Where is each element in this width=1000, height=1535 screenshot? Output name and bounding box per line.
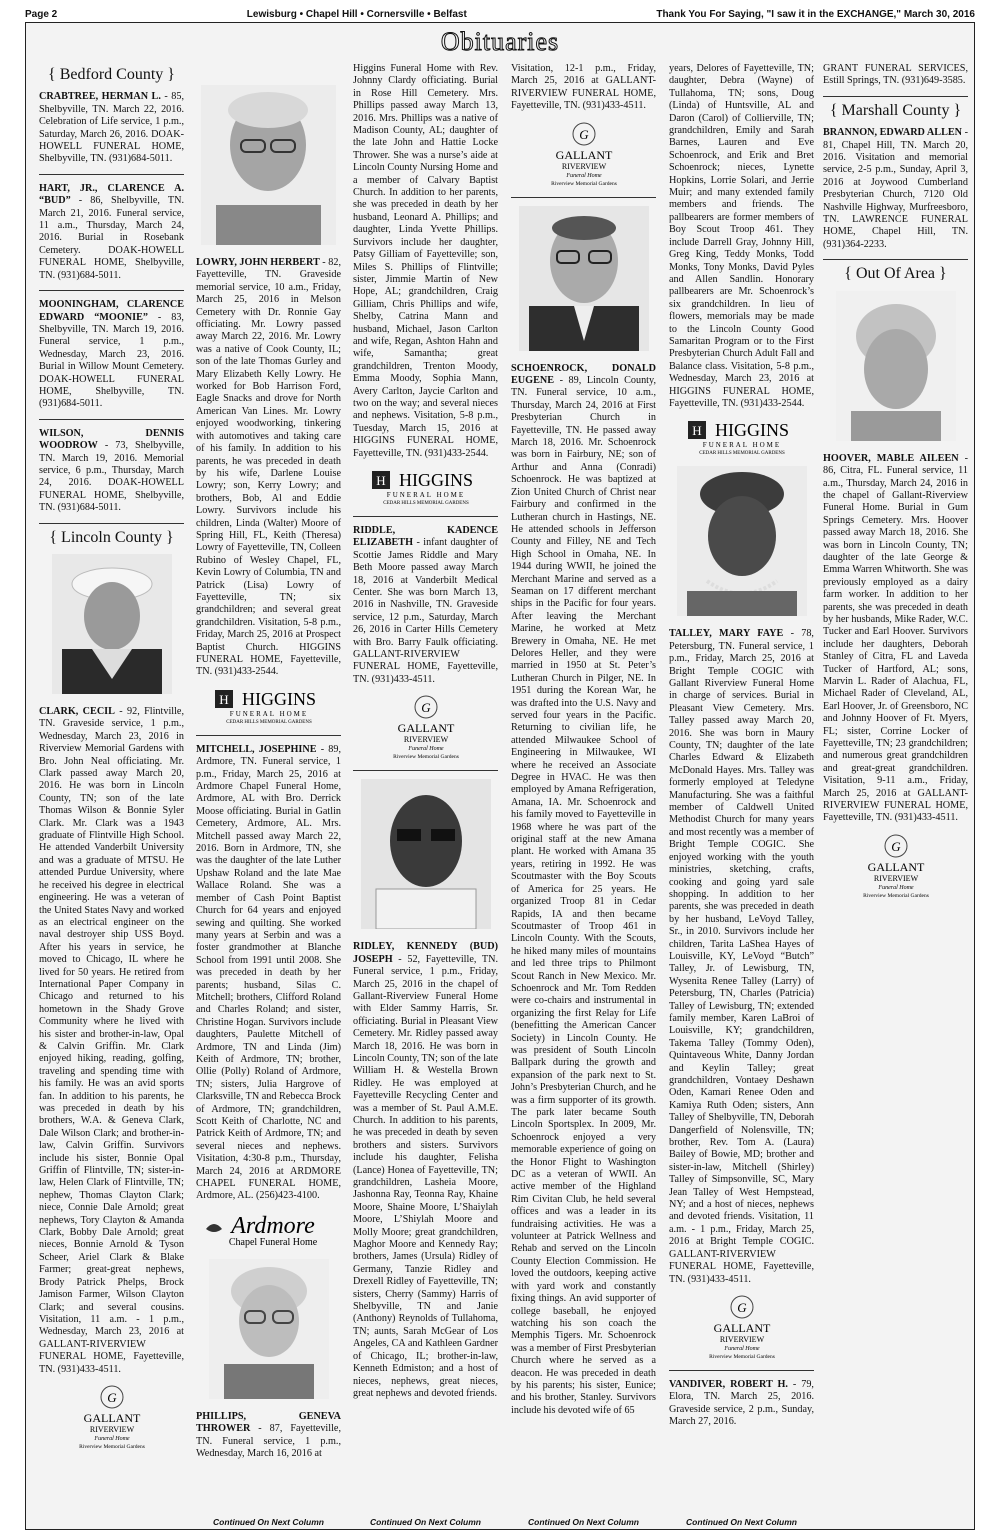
higgins-logo (669, 418, 814, 456)
photo-clark (52, 554, 172, 694)
photo-schoenrock (519, 206, 649, 351)
svg-text:Funeral Home: Funeral Home (723, 1345, 760, 1352)
svg-text:CEDAR HILLS MEMORIAL GARDENS: CEDAR HILLS MEMORIAL GARDENS (225, 719, 312, 725)
svg-text:H: H (218, 691, 229, 707)
divider (39, 523, 184, 524)
column-1 (39, 63, 184, 1460)
svg-text:FUNERAL HOME: FUNERAL HOME (386, 491, 465, 499)
page-header (25, 6, 975, 22)
obit-phillips-continued: Higgins Funeral Home with Rev. Johnny Clardy officiating. Burial in Rose Hill Cemetery. Mrs. Phillips passed away March 13, 2016. Mrs. Phillips was a native of Madison County, AL; daughter of the late John and Hattie Locke Thrower. She was a nurse’s aide at Lincoln County Nursing Home and a member of Calvary Baptist Church. In addition to her parents, she was preceded in death by her husband, Leonard A. Phillips; and daughter, Linda Yvette Phillips. Survivors include her daughter, Patsy Gilliam of Fayetteville; son, Miles S. Phillips of Flintville; sister, Jimmie Martin of New Hope, AL; grandchildren, Craig Gilliam, Chris Phillips and wife, Shelby, Catrina Mann and husband, Michael, Jason Carlton and wife, Regan, Ashton Hahn and wife, Samantha; great grandchildren, Trenton Moody, Emma Moody, Sophia Mann, Avery Carlton, Jaycie Carlton and two on the way; and several nieces and nephews. Visitation, 5-8 p.m., Tuesday, March 15, 2016 at HIGGINS FUNERAL HOME, Fayetteville, TN. (931)433-2544. (353, 63, 498, 459)
continued-note: Continued On Next Column (370, 1517, 481, 1527)
obit-mitchell: MITCHELL, JOSEPHINE - 89, Ardmore, TN. Funeral service, 1 p.m., Friday, March 25, 2016 at Ardmore Chapel Funeral Home, Ardmore, AL with Bro. Derrick Moose officiating. Burial in Gatlin Cemetery, Ardmore, AL. Mrs. Mitchell passed away March 22, 2016. Born in Ardmore, TN, she was the daughter of the late Luther Upshaw Roland and the late Mae Wallace Roland. She was a member of Cash Point Baptist Church for 64 years and enjoyed sewing and quilting. She worked many years at Serbin and was a foster grandmother at Blanche School from 1991 until 2008. She was preceded in death by her parents; husband, Silas C. Mitchell; brothers, Clifford Roland and Charles Roland; and sister, Christine Hogan. Survivors include daughters, Paulette Mitchell of Ardmore, TN and Linda (Jim) Keith of Ardmore, TN; brother, Ollie (Polly) Roland of Ardmore, TN; sisters, Julia Hargrove of Clarksville, TN and Rebecca Brock of Ardmore, TN; grandchildren, Scott Keith of Charlotte, NC and Patrick Keith of Ardmore, TN; and several nieces and nephews. Visitation, 4:30-8 p.m., Thursday, March 24, 2016 at ARDMORE CHAPEL FUNERAL HOME, Ardmore, AL. (256)423-4100. (196, 743, 341, 1202)
svg-text:HIGGINS: HIGGINS (714, 420, 789, 441)
column-5 (669, 63, 814, 1429)
section-lincoln-county: { Lincoln County } (49, 528, 174, 546)
svg-text:Riverview Memorial Gardens: Riverview Memorial Gardens (78, 1443, 145, 1450)
svg-text:Riverview Memorial Gardens: Riverview Memorial Gardens (862, 892, 929, 899)
obit-vandiver: VANDIVER, ROBERT H. - 79, Elora, TN. March 25, 2016. Graveside service, 2 p.m., Sunday, March 27, 2016. (669, 1378, 814, 1428)
svg-text:Funeral Home: Funeral Home (565, 172, 602, 179)
svg-text:FUNERAL HOME: FUNERAL HOME (229, 709, 308, 718)
gallant-riverview-logo (39, 1384, 184, 1450)
column-4 (511, 63, 656, 1425)
obit-clark: CLARK, CECIL - 92, Flintville, TN. Graveside service, 1 p.m., Wednesday, March 23, 2016 in Riverview Memorial Gardens with Bro. John Neal officiating. Mr. Clark passed away March 20, 2016. He was born in Lincoln County, TN; son of the late Thomas Wilson & Bonnie Syler Clark. Mr. Clark was a 1943 graduate of Flintville High School. He attended Vanderbilt University and was a graduate of MTSU. He attended Purdue University, where he received his degree in electrical engineering. He was a veteran of the United States Navy and worked as an electrical engineer on the naval destroyer ship USS Boyd. After his years in service, he moved to Chicago, IL where he lived for 50 years. He retired from International Paper Company in Chicago and returned to his hometown in the Shady Grove Community where he lived with his sister and brother-in-law, Opal & Calvin Griffin. Mr. Clark enjoyed hiking, reading, golfing, traveling and spending time with his family. He was an avid sports fan. In addition to his parents, he was preceded in death by his brothers, W.A. & Geneva Clark, Dale Wilson Clark; and brother-in-law, Calvin Griffin. Survivors include his sister, Bonnie Opal Griffin of Flintville, TN; sister-in-law, Helen Clark of Flintville, TN; nephew, Thomas Clayton Clark; niece, Connie Dale Arnold; great nephews, Tory Clayton & Amanda Clark, Bobby Dale Arnold; great nieces, Bonnie Arnold & Tyson Scheer, Ariel Clark & Blake Farmer; great-great nephews, Brody Patrick Phelps, Brock Jamison Farmer, Wilson Clayton Clark; and several cousins. Visitation, 11 a.m. - 1 p.m., Wednesday, March 23, 2016 at GALLANT-RIVERVIEW FUNERAL HOME, Fayetteville, TN. (931)433-4511. (39, 706, 185, 1375)
column-2 (196, 81, 341, 1460)
svg-text:G: G (420, 700, 431, 716)
obit-brannon: BRANNON, EDWARD ALLEN - 81, Chapel Hill, TN. March 20, 2016. Visitation and memorial service, 2-5 p.m., Sunday, April 3, 2016 at Joywood Cumberland Presbyterian Church, 7120 Old Nashville Highway, Murfreesboro, TN. LAWRENCE FUNERAL HOME, Chapel Hill, TN. (931)364-2233. (823, 127, 968, 250)
gallant-riverview-logo (511, 121, 656, 187)
photo-hoover (836, 291, 956, 441)
svg-text:CEDAR HILLS MEMORIAL GARDENS: CEDAR HILLS MEMORIAL GARDENS (698, 451, 785, 457)
svg-text:RIVERVIEW: RIVERVIEW (873, 873, 918, 883)
divider (353, 770, 498, 771)
page-number: Page 2 (25, 8, 58, 20)
towns-line: Lewisburg • Chapel Hill • Cornersville • Belfast (246, 8, 467, 20)
photo-talley (677, 466, 807, 616)
obit-vandiver-continued: GRANT FUNERAL SERVICES, Estill Springs, TN. (931)649-3585. (823, 63, 968, 87)
svg-text:Riverview Memorial Gardens: Riverview Memorial Gardens (550, 180, 617, 187)
svg-text:G: G (106, 1389, 117, 1405)
obit-wilson: WILSON, DENNIS WOODROW - 73, Shelbyville, TN. March 19, 2016. Memorial service, 6 p.m., Thursday, March 24, 2016. DOAK-HOWELL FUNERAL HOME, Shelbyville, TN. (931)684-5011. (39, 427, 184, 514)
svg-text:G: G (890, 838, 901, 854)
continued-note: Continued On Next Column (213, 1517, 324, 1527)
obit-riddle: RIDDLE, KADENCE ELIZABETH - infant daughter of Scottie James Riddle and Mary Beth Moore passed away March 18, 2016 at Vanderbilt Medical Center. She was born March 13, 2016 in Nashville, TN. Graveside service, 12 p.m., Saturday, March 26, 2016 in Carter Hills Cemetery with Bro. Barry Faulk officiating. GALLANT-RIVERVIEW FUNERAL HOME, Fayetteville, TN. (931)433-4511. (353, 525, 498, 685)
tagline: Thank You For Saying, "I saw it in the EXCHANGE," March 30, 2016 (656, 8, 975, 20)
svg-text:GALLANT: GALLANT (83, 1410, 140, 1425)
continued-note: Continued On Next Column (686, 1517, 797, 1527)
obit-hart: HART, JR., CLARENCE A. “BUD” - 86, Shelbyville, TN. March 21, 2016. Funeral service, 11 a.m., Thursday, March 24, 2016. Burial in Rosebank Cemetery. DOAK-HOWELL FUNERAL HOME, Shelbyville, TN. (931)684-5011. (39, 182, 184, 281)
gallant-riverview-logo (353, 694, 498, 760)
higgins-logo (196, 687, 341, 725)
svg-text:CEDAR HILLS MEMORIAL GARDENS: CEDAR HILLS MEMORIAL GARDENS (382, 501, 469, 506)
obit-phillips: PHILLIPS, GENEVA THROWER - 87, Fayetteville, TN. Funeral service, 1 p.m., Wednesday, March 16, 2016 at (196, 1410, 341, 1460)
photo-lowry (201, 85, 336, 245)
svg-text:G: G (578, 126, 589, 142)
svg-text:RIVERVIEW: RIVERVIEW (561, 161, 606, 171)
obit-ridley: RIDLEY, KENNEDY (BUD) JOSEPH - 52, Fayetteville, TN. Funeral service, 1 p.m., Friday, March 25, 2016 in the chapel of Gallant-Riverview Funeral Home with Elder Sammy Harris, Sr. officiating. Burial in Pleasant View Cemetery. Mr. Ridley passed away March 18, 2016. He was born in Lincoln County, TN; son of the late William H. & Westella Brown Ridley. He was employed at Fayetteville Recycling Center and was a member of St. Paul A.M.E. Church. In addition to his parents, he was preceded in death by seven brothers and sisters. Survivors include his daughter, Felisha (Lance) Honea of Fayetteville, TN; grandchildren, Lasheia Moore, Jashonna Ray, Teonna Ray, Khaine Moore, Shaine Moore, L’Shaiylah Moore, L’Shiylah Moore and Molly Moore; great grandchildren, Maghor Moore and Kennedy Ray; brothers, James (Ursula) Ridley of Germany, Tanzie Ridley and Drexell Ridley of Fayetteville, TN; sisters, Cherry (Sammy) Harris of Shelbyville, TN and Janie (Anthony) Reynolds of Tullahoma, TN; aunts, Sarah McGear of Los Angeles, CA and Kathleen Gardner of Chicago, IL; brother-in-law, Kenneth Edmiston; and a host of nieces, nephews, great nieces, great nephews and devoted friends. (353, 941, 498, 1399)
svg-text:RIVERVIEW: RIVERVIEW (719, 1334, 764, 1344)
divider (39, 174, 184, 175)
page-title: Obituaries (440, 27, 560, 56)
obit-ridley-continued: Visitation, 12-1 p.m., Friday, March 25, 2016 at GALLANT-RIVERVIEW FUNERAL HOME, Fayetteville, TN. (931)433-4511. (511, 63, 656, 112)
section-marshall-county: { Marshall County } (829, 101, 962, 119)
obit-hoover: HOOVER, MABLE AILEEN - 86, Citra, FL. Funeral service, 11 a.m., Thursday, March 24, 2016 in the chapel of Gallant-Riverview Funeral Home. Burial in Gum Springs Cemetery. Mrs. Hoover passed away March 18, 2016. She was born in Lincoln County, TN; daughter of the late George & Emma Warren Whitworth. She was previously employed as a dairy farm worker. In addition to her parents, she was preceded in death by her husbands, Mike Rader, W.C. Tucker and Earl Hoover. Survivors include her daughters, Deborah Stanley of Citra, FL and Laveda Tucker of Hartford, AL; sons, Marvin L. Rader of Alachua, FL, Michael Rader of Cleveland, AL, Earl Hoover, Jr. of Greensboro, NC and Johnny Hoover of Ft. Myers, FL; sister, Corrine Locker of Fayetteville, TN; 23 grandchildren; and numerous great grandchildren and great-great grandchildren. Visitation, 9-11 a.m., Friday, March 25, 2016 at GALLANT-RIVERVIEW FUNERAL HOME, Fayetteville, TN. (931)433-4511. (823, 452, 968, 824)
gallant-riverview-logo (669, 1294, 814, 1360)
divider (196, 735, 341, 736)
column-3 (353, 63, 498, 1408)
svg-text:Chapel Funeral Home: Chapel Funeral Home (228, 1236, 318, 1248)
svg-text:Funeral Home: Funeral Home (407, 746, 444, 753)
divider (823, 96, 968, 97)
gallant-riverview-logo (823, 833, 968, 899)
svg-text:RIVERVIEW: RIVERVIEW (403, 735, 448, 745)
obit-crabtree: CRABTREE, HERMAN L. - 85, Shelbyville, TN. March 22, 2016. Celebration of Life service, 1 p.m., Saturday, March 26, 2016. DOAK-HOWELL FUNERAL HOME, Shelbyville, TN. (931)684-5011. (39, 91, 184, 165)
divider (823, 259, 968, 260)
section-bedford-county: { Bedford County } (48, 66, 175, 83)
svg-text:RIVERVIEW: RIVERVIEW (89, 1424, 134, 1434)
svg-text:HIGGINS: HIGGINS (398, 470, 473, 490)
divider (511, 197, 656, 198)
section-out-of-area: { Out Of Area } (844, 265, 947, 283)
svg-text:Riverview Memorial Gardens: Riverview Memorial Gardens (708, 1353, 775, 1360)
higgins-logo (353, 468, 498, 506)
svg-text:Ardmore: Ardmore (231, 1212, 315, 1239)
svg-text:Funeral Home: Funeral Home (93, 1435, 130, 1442)
divider (39, 290, 184, 291)
divider (39, 419, 184, 420)
svg-text:GALLANT: GALLANT (397, 721, 454, 736)
divider (669, 1370, 814, 1371)
svg-text:HIGGINS: HIGGINS (241, 688, 316, 709)
continued-note: Continued On Next Column (528, 1517, 639, 1527)
svg-text:Funeral Home: Funeral Home (877, 884, 914, 891)
svg-text:H: H (375, 473, 386, 488)
svg-text:GALLANT: GALLANT (867, 859, 924, 874)
obit-lowry: LOWRY, JOHN HERBERT - 82, Fayetteville, TN. Graveside memorial service, 10 a.m., Friday, March 25, 2016 in Melson Cemetery with Dr. Ronnie Gay officiating. Mr. Lowry passed away March 22, 2016. Mr. Lowry was a native of Cook County, IL; son of the late Thomas Gurley and Mary Elizabeth Kelly Lowry. He worked for Bob Harrison Ford, Eagle Snacks and drove for North American Van Lines. Mr. Lowry enjoyed woodworking, tinkering with automotives and taking care of his family. In addition to his parents, he was preceded in death by his wife, Darlene Louise Lowry; son, Kerry Lowry; and brothers, Bob, Al and Eddie Lowry. Survivors include his children, Linda (Walter) Moore of Spring Hill, FL, Keith (Theresa) Lowry of Fayetteville, TN, Colleen Rubino of Wesley Chapel, FL, Kevin Lowry of Columbia, TN and Patrick (Lisa) Lowry of Fayetteville, TN; six grandchildren; and several great grandchildren. Visitation, 5-8 p.m., Friday, March 25, 2016 at Prospect Baptist Church. HIGGINS FUNERAL HOME, Fayetteville, TN. (931)433-2544. (196, 257, 341, 678)
divider (353, 516, 498, 517)
svg-text:GALLANT: GALLANT (713, 1320, 770, 1335)
svg-text:GALLANT: GALLANT (555, 147, 612, 162)
svg-text:Riverview Memorial Gardens: Riverview Memorial Gardens (392, 754, 459, 761)
svg-text:H: H (691, 423, 702, 439)
photo-ridley (361, 779, 491, 929)
obituaries-page (25, 22, 975, 1530)
photo-phillips (209, 1259, 329, 1399)
column-6 (823, 63, 968, 909)
svg-text:FUNERAL HOME: FUNERAL HOME (702, 441, 781, 450)
obit-schoenrock-continued: years, Delores of Fayetteville, TN; daughter, Debra (Wayne) of Tullahoma, TN; sons, Doug (Linda) of Huntsville, AL and Daron (Carol) of Collierville, TN; grandchildren, Emily and Sarah Barnes, Lauren and Eve Schoenrock, and Erik and Bret Schoenrock; nieces, Lynette Hopkins, Lorrie Solari, and Jerrie Muir; and many extended family members and friends. The pallbearers are former members of Boy Scout Troop 461. They include Darrell Gray, Johnny Hill, Greg King, Teddy Monks, Todd Monks, Tony Monks, David Pyles and Allen Sandlin. Honorary pallbearers are Mr. Schoenrock’s six grandchildren. In lieu of flowers, memorials may be made to the Lincoln County Good Samaritan Program or to the First Presbyterian Church Adult Fall and Balance class. Visitation, 5-8 p.m., Wednesday, March 23, 2016 at HIGGINS FUNERAL HOME, Fayetteville, TN. (931)433-2544. (669, 63, 814, 409)
obit-schoenrock: SCHOENROCK, DONALD EUGENE - 89, Lincoln County, TN. Funeral service, 10 a.m., Thursday, March 24, 2016 at First Presbyterian Church in Fayetteville, TN. He passed away March 18, 2016. Mr. Schoenrock was born in Fairbury, NE; son of Arthur and Anna (Conradi) Schoenrock. He was baptized at Zion United Church of Christ near Fairbury and confirmed in the Lutheran church in Hastings, NE. He attended schools in Jefferson County and Filley, NE and Tech High School in Omaha, NE. In 1944 during WWII, he joined the Merchant Marine and served as a Seaman on 17 different merchant ships in the Pacific for four years. After leaving the Merchant Marine, he worked at Metz Brewery in Omaha, NE. He met Delores Heller, and they were married in 1950 at St. Peter’s Lutheran Church in Pilger, NE. In 1951 during the Korean War, he was drafted into the U.S. Navy and served four years in the Pacific. Returning to civilian life, he attended Milwaukee School of Engineering in Milwaukee, WI where he received an Associate Degree in HVAC. He was then employed by Amana Refrigeration, Amana, IA. Mr. Schoenrock and his family moved to Fayetteville in 1968 where he was part of the original staff at the new Amana plant. He worked with Amana 35 years, retiring in 1992. He was Scoutmaster with the Boy Scouts of America for 25 years. He organized Troop 81 in Cedar Rapids, IA and then became Scoutmaster of Troop 461 in Lincoln County. With the Scouts, he hiked many miles of mountains and led three trips to Philmont Scout Ranch in New Mexico. Mr. Schoenrock and Mr. Tom Redden were co-chairs and instrumental in organizing the first Relay for Life (benefitting the American Cancer Society) in Lincoln County. He was president of South Lincoln Ballpark during the growth and expansion of the park next to St. John’s Presbyterian Church, and he was a firm supporter of its growth. The park later became South Lincoln Sportsplex. In 2009, Mr. Schoenrock enjoyed a very memorable experience of going on the Honor Flight to Washington DC as a veteran of WWII. An active member of the Highland Rim Civitan Club, he held several offices and was a leader in its fundraising activities. He was a volunteer at Patrick Wellness and Rehab and served on the Lincoln County Election Commission. He loved the outdoors, keeping active with yard work and constantly fixing things. An avid supporter of college baseball, he enjoyed watching his son coach the Memphis Tigers. Mr. Schoenrock was a member of First Presbyterian Church where he served as a deacon. He was preceded in death by his parents; his sister, Eunice; and his brother, Stanley. Survivors include his devoted wife of 65 (511, 362, 656, 1416)
ardmore-logo (196, 1211, 341, 1249)
obit-mooningham: MOONINGHAM, CLARENCE EDWARD “MOONIE” - 83, Shelbyville, TN. March 19, 2016. Funeral service, 1 p.m., Wednesday, March 23, 2016. Burial in Willow Mount Cemetery. DOAK-HOWELL FUNERAL HOME, Shelbyville, TN. (931)684-5011. (39, 299, 184, 410)
svg-text:G: G (736, 1299, 747, 1315)
obit-talley: TALLEY, MARY FAYE - 78, Petersburg, TN. Funeral service, 1 p.m., Friday, March 25, 2016 at Bright Temple COGIC with Gallant Riverview Funeral Home in charge of services. Burial in Pleasant View Cemetery. Mrs. Talley passed away March 20, 2016. She was born in Maury County, TN; daughter of the late Charles Edward & Elizabeth McDonald Hayes. Mrs. Talley was formerly employed at Teledyne Manufacturing. She was a faithful member of Caldwell United Methodist Church for many years and most recently was a member of Bright Temple COGIC. She enjoyed working with the youth ministries, sketching, crafts, cooking and going yard sale shopping. In addition to her parents, she was preceded in death by her husband, LeVoyd Talley, Sr., in 2010. Survivors include her children, Tarita LaShea Hayes of Louisville, KY, LeVoyd “Butch” Talley, Jr. of Lewisburg, TN, Wysenita Renee Talley (Larry) of Petersburg, TN, Charles (Patricia) Talley of Lewisburg, TN; extended family member, Karen LaBroi of Louisville, KY; grandchildren, Takema Talley (Tommy Oden), Quintaveous White, Danny Jordan and Keylin Talley; great grandchildren, Vontaey Deshawn Oden, Kamari Renee Oden and Kamiya Ruth Oden; sisters, Ann Talley of Shelbyville, TN, Deborah Dangerfield of Nolensville, TN; brother, Rev. Tom A. (Laura) Bailey of Bowie, MD; brother and sister-in-law, Mitchell (Shirley) Talley of Simpsonville, SC, Mary Jean Talley of West Hempstead, NY; and a host of nieces, nephews and devoted friends. Visitation, 11 a.m. - 1 p.m., Friday, March 25, 2016 at Bright Temple COGIC. GALLANT-RIVERVIEW FUNERAL HOME, Fayetteville, TN. (931)433-4511. (669, 628, 814, 1285)
